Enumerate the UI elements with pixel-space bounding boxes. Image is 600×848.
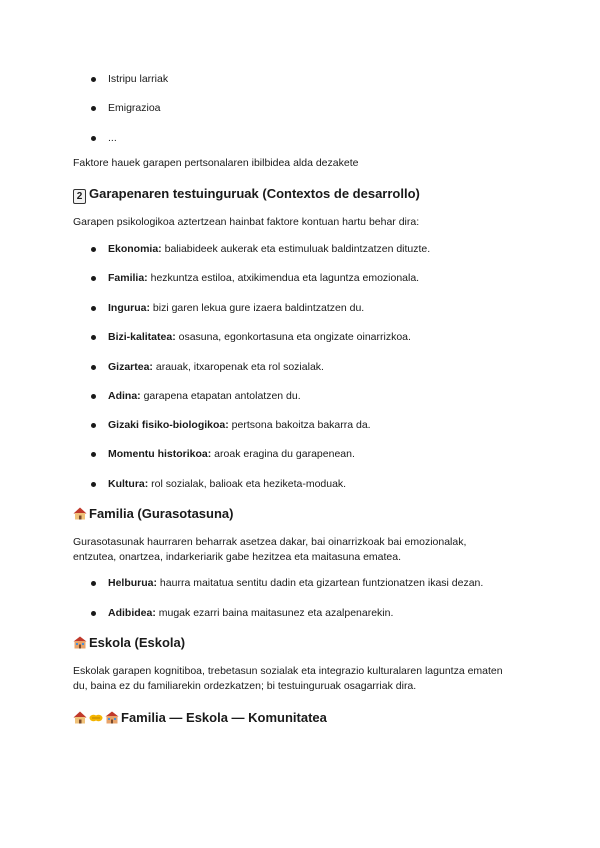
section-heading-eskola xyxy=(73,634,185,651)
list-item-text: ... xyxy=(108,132,117,144)
section-title: Familia (Gurasotasuna) xyxy=(89,506,234,521)
item-description: garapena etapatan antolatzen du. xyxy=(140,390,301,402)
intro-conclusion: Faktore hauek garapen pertsonalaren ibilbidea alda dezakete xyxy=(73,157,359,169)
item-description: baliabideek aukerak eta estimuluak baldintzatzen dituzte. xyxy=(161,243,431,255)
item-label: Familia: xyxy=(108,272,148,284)
section-title: Garapenaren testuinguruak (Contextos de desarrollo) xyxy=(89,186,420,201)
section-heading-komunitatea xyxy=(73,709,327,726)
item-label: Ingurua: xyxy=(108,302,150,314)
item-label: Helburua: xyxy=(108,577,158,589)
keycap-two-icon: 2 xyxy=(73,189,86,204)
item-label: Gizartea: xyxy=(108,361,153,373)
paragraph-line: du, baina ez du familiarekin ordezkatzen; bi testuinguruak osagarriak dira. xyxy=(73,680,417,692)
item-description: hezkuntza estiloa, atxikimendua eta laguntza emozionala. xyxy=(147,272,420,284)
section-intro: Garapen psikologikoa aztertzean hainbat faktore kontuan hartu behar dira: xyxy=(73,216,420,228)
section-title: Eskola (Eskola) xyxy=(89,635,186,650)
house-icon xyxy=(73,711,87,724)
item-description: haurra maitatua sentitu dadin eta gizartean funtzionatzen ikasi dezan. xyxy=(157,577,484,589)
handshake-icon xyxy=(89,711,103,724)
paragraph-line: entzutea, onartzea, indarkeriarik gabe hezitzea eta maitasuna ematea. xyxy=(73,551,402,563)
school-icon xyxy=(73,636,87,649)
list-item-text: Istripu larriak xyxy=(108,73,169,85)
item-label: Kultura: xyxy=(108,478,149,490)
item-description: bizi garen lekua gure izaera baldintzatzen du. xyxy=(150,302,365,314)
item-label: Adibidea: xyxy=(108,607,156,619)
familia-paragraph xyxy=(73,535,533,565)
item-description: arauak, itxaropenak eta rol sozialak. xyxy=(152,361,324,373)
section-heading-contexts xyxy=(73,185,420,204)
item-description: mugak ezarri baina maitasunez eta azalpenarekin. xyxy=(155,607,394,619)
item-description: osasuna, egonkortasuna eta ongizate oinarrizkoa. xyxy=(175,331,411,343)
item-description: pertsona bakoitza bakarra da. xyxy=(228,419,371,431)
item-label: Adina: xyxy=(108,390,141,402)
item-label: Momentu historikoa: xyxy=(108,448,212,460)
item-label: Gizaki fisiko-biologikoa: xyxy=(108,419,229,431)
school-icon xyxy=(105,711,119,724)
paragraph-line: Eskolak garapen kognitiboa, trebetasun sozialak eta integrazio kulturalaren laguntza ematen xyxy=(73,665,503,677)
list-item-text: Emigrazioa xyxy=(108,102,161,114)
item-description: rol sozialak, balioak eta heziketa-moduak. xyxy=(148,478,347,490)
eskola-paragraph xyxy=(73,664,533,694)
paragraph-line: Gurasotasunak haurraren beharrak asetzea dakar, bai oinarrizkoak bai emozionalak, xyxy=(73,536,467,548)
item-label: Bizi-kalitatea: xyxy=(108,331,176,343)
section-heading-familia xyxy=(73,505,233,522)
house-icon xyxy=(73,507,87,520)
item-description: aroak eragina du garapenean. xyxy=(211,448,355,460)
item-label: Ekonomia: xyxy=(108,243,162,255)
section-title: Familia — Eskola — Komunitatea xyxy=(121,710,327,725)
